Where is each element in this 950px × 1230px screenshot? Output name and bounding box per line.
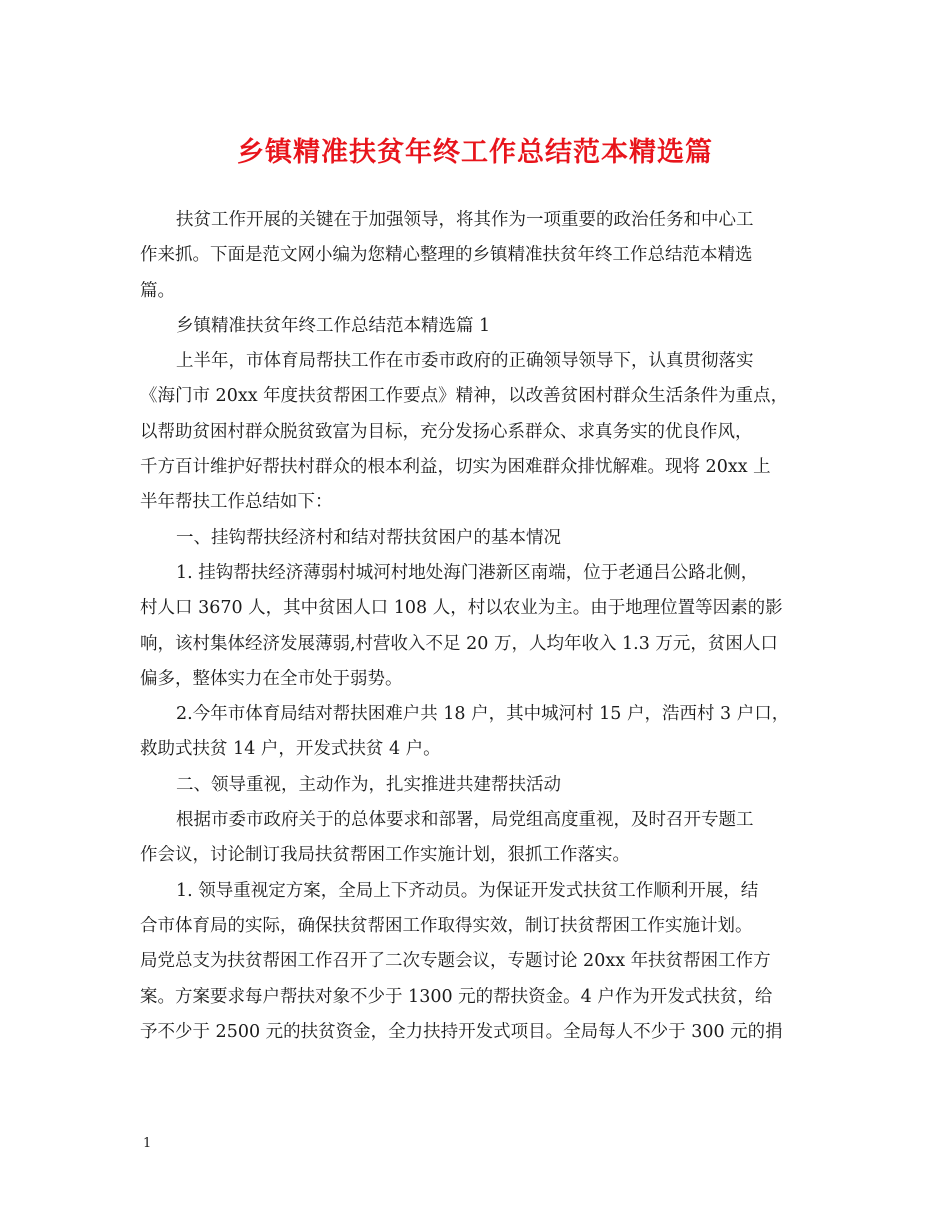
paragraph-line: 2.今年市体育局结对帮扶困难户共 18 户，其中城河村 15 户，浩西村 3 户口， (176, 704, 790, 725)
document-body (140, 203, 812, 1050)
paragraph (140, 768, 812, 803)
paragraph-line: 予不少于 2500 元的扶贫资金，全力扶持开发式项目。全局每人不少于 300 元的捐 (140, 1021, 783, 1042)
paragraph-line: 《海门市 20xx 年度扶贫帮困工作要点》精神，以改善贫困村群众生活条件为重点， (140, 386, 789, 407)
paragraph-line: 根据市委市政府关于的总体要求和部署，局党组高度重视，及时召开专题工 (176, 810, 754, 831)
paragraph-line: 局党总支为扶贫帮困工作召开了二次专题会议，专题讨论 20xx 年扶贫帮困工作方 (140, 951, 771, 972)
paragraph (140, 521, 812, 556)
paragraph (140, 344, 812, 520)
page-number: 1 (143, 1136, 152, 1151)
paragraph-line: 作会议，讨论制订我局扶贫帮困工作实施计划，狠抓工作落实。 (140, 845, 630, 866)
paragraph-line: 作来抓。下面是范文网小编为您精心整理的乡镇精准扶贫年终工作总结范本精选 (140, 245, 753, 266)
paragraph-line: 以帮助贫困村群众脱贫致富为目标，充分发扬心系群众、求真务实的优良作风， (140, 421, 753, 442)
paragraph-line: 响，该村集体经济发展薄弱,村营收入不足 20 万，人均年收入 1.3 万元，贫困人口 (140, 633, 778, 654)
paragraph (140, 803, 812, 874)
paragraph (140, 309, 812, 344)
paragraph-line: 合市体育局的实际，确保扶贫帮困工作取得实效，制订扶贫帮困工作实施计划。 (140, 915, 753, 936)
paragraph-line: 偏多，整体实力在全市处于弱势。 (140, 668, 403, 689)
paragraph-line: 一、挂钩帮扶经济村和结对帮扶贫困户的基本情况 (176, 527, 561, 548)
paragraph-line: 1. 挂钩帮扶经济薄弱村城河村地处海门港新区南端，位于老通吕公路北侧， (176, 562, 759, 583)
paragraph-line: 案。方案要求每户帮扶对象不少于 1300 元的帮扶资金。4 户作为开发式扶贫，给 (140, 986, 773, 1007)
paragraph-line: 二、领导重视，主动作为，扎实推进共建帮扶活动 (176, 774, 561, 795)
paragraph (140, 697, 812, 768)
paragraph-line: 扶贫工作开展的关键在于加强领导，将其作为一项重要的政治任务和中心工 (176, 210, 754, 230)
paragraph-line: 乡镇精准扶贫年终工作总结范本精选篇 1 (176, 315, 491, 336)
paragraph-line: 半年帮扶工作总结如下： (140, 492, 333, 513)
paragraph-line: 千方百计维护好帮扶村群众的根本利益，切实为困难群众排忧解难。现将 20xx 上 (140, 457, 771, 478)
paragraph (140, 556, 812, 697)
paragraph-line: 1. 领导重视定方案，全局上下齐动员。为保证开发式扶贫工作顺利开展，结 (176, 880, 759, 901)
paragraph (140, 874, 812, 1050)
paragraph-line: 篇。 (140, 280, 175, 301)
document-title: 乡镇精准扶贫年终工作总结范本精选篇 (237, 137, 713, 168)
paragraph-line: 上半年，市体育局帮扶工作在市委市政府的正确领导领导下，认真贯彻落实 (176, 351, 754, 372)
paragraph (140, 203, 812, 309)
paragraph-line: 村人口 3670 人，其中贫困人口 108 人，村以农业为主。由于地理位置等因素的影 (140, 598, 783, 619)
paragraph-line: 救助式扶贫 14 户，开发式扶贫 4 户。 (140, 739, 441, 760)
